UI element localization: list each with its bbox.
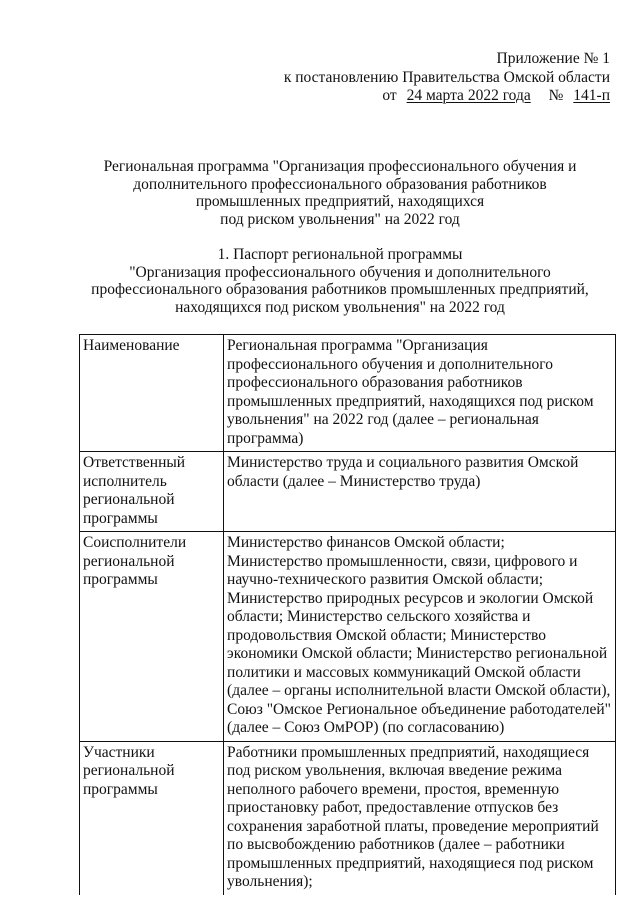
program-title [60,158,620,228]
row-value-line: профессионального образования работников [227,374,523,391]
row-label-line: Участники [83,743,155,761]
table-row [80,532,616,742]
row-value-line: неполного рабочего времени, простоя, временную [227,780,560,798]
row-value-line: экономики Омской области; Министерство региональной [227,645,608,662]
date-prefix: от [382,87,397,104]
row-label-line: программы [83,571,158,588]
row-label-cell [80,335,224,452]
row-value-line: приостановку работ, предоставление отпусков без [227,799,559,816]
table-row [80,741,616,895]
row-value-line: продовольствия Омской области; Министерство [227,626,546,644]
passport-table [79,334,616,895]
table-row [80,452,616,532]
row-label-line: программы [83,509,158,527]
passport-title-line: 1. Паспорт региональной программы [217,246,463,263]
row-label-line: региональной [83,762,175,779]
row-value-line: профессионального обучения и дополнительного [227,355,553,373]
program-title-line: дополнительного профессионального образования работников [133,175,547,193]
row-value-line: (далее – Союз ОмРОР) (по согласованию) [227,719,505,736]
passport-title [60,246,620,316]
program-title-line: Региональная программа "Организация профессионального обучения и [103,158,577,175]
row-value-line: сохранения заработной платы, проведение мероприятий [227,817,599,835]
row-value-line: области (далее – Министерство труда) [227,472,481,490]
appendix-decree-reference: к постановлению Правительства Омской области [283,68,610,86]
row-value-line: политики и массовых коммуникаций Омской области [227,663,581,681]
number-prefix: № [548,87,564,104]
row-label-line: Наименование [83,337,180,354]
row-value-line: Министерство финансов Омской области; [227,534,505,551]
row-value-line: области; Министерство сельского хозяйства и [227,608,531,625]
decree-date: 24 марта 2022 года [406,87,531,104]
appendix-header [284,50,610,106]
row-value-cell [224,532,616,742]
decree-number: 141-п [573,87,610,104]
row-label-cell [80,741,224,895]
row-value-line: под риском увольнения, включая введение режима [227,762,562,779]
row-value-line: увольнения); [227,873,313,890]
row-label-line: региональной [83,491,175,508]
program-title-line: промышленных предприятий, находящихся [195,193,485,210]
row-value-line: Министерство труда и социального развития Омской [227,454,579,471]
row-label-cell [80,532,224,742]
row-value-line: по высвобождению работников (далее – работники [227,836,565,853]
appendix-date-line [284,87,610,106]
row-label-line: исполнитель [83,472,167,490]
row-label-line: Ответственный [83,454,186,471]
row-value-line: Министерство промышленности, связи, цифрового и [227,552,578,570]
row-value-line: Работники промышленных предприятий, находящиеся [227,743,590,761]
row-value-line: промышленных предприятий, находящиеся под риском [227,854,594,872]
row-value-cell [224,741,616,895]
row-value-line: программа) [227,429,304,447]
row-value-cell [224,452,616,532]
row-value-line: Региональная программа "Организация [227,337,488,354]
row-value-line: увольнения" на 2022 год (далее – региональная [227,411,539,428]
passport-title-line: находящихся под риском увольнения" на 2022 год [175,298,505,316]
table-row [80,335,616,452]
passport-title-line: "Организация профессионального обучения и дополнительного [129,263,551,281]
row-value-line: (далее – органы исполнительной власти Омской области), [227,682,611,699]
program-title-line: под риском увольнения" на 2022 год [220,210,460,228]
passport-title-line: профессионального образования работников промышленных предприятий, [91,281,589,298]
row-value-line: научно-технического развития Омской области; [227,571,544,588]
row-label-line: программы [83,780,158,798]
row-label-cell [80,452,224,532]
row-value-line: Союз "Омское Региональное объединение работодателей" [227,700,611,718]
appendix-number: Приложение № 1 [496,50,610,67]
row-value-line: промышленных предприятий, находящихся под риском [227,392,594,410]
row-label-line: Соисполнители [83,534,187,551]
row-value-cell [224,335,616,452]
row-label-line: региональной [83,552,175,570]
row-value-line: Министерство природных ресурсов и экологии Омской [227,589,594,607]
